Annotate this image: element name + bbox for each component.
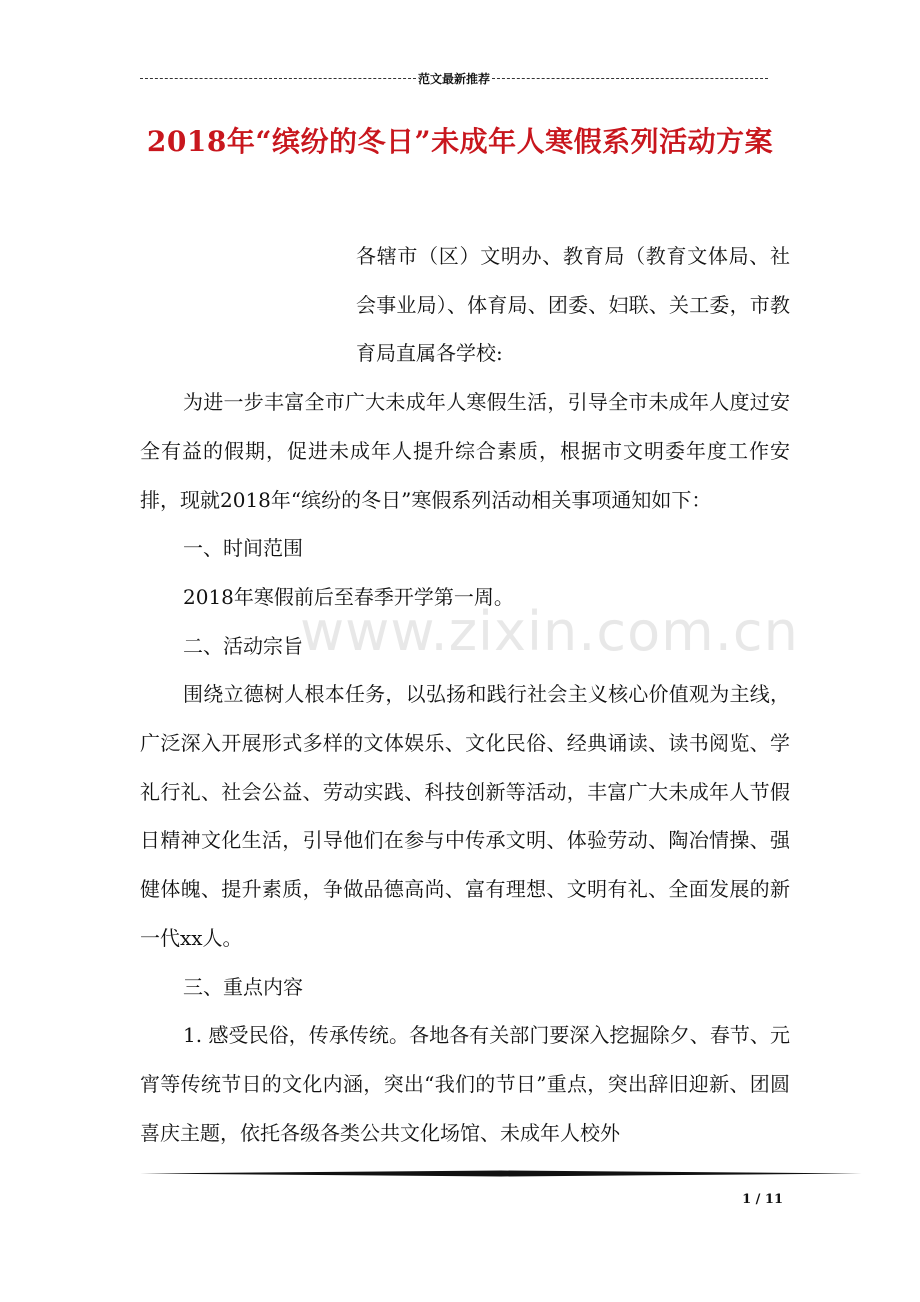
footer-rule-shape (140, 1170, 862, 1177)
section3-item1: 1. 感受民俗，传承传统。各地各有关部门要深入挖掘除夕、春节、元宵等传统节日的文化内涵，突出“我们的节日”重点，突出辞旧迎新、团圆喜庆主题，依托各级各类公共文化场馆、未成年人校外 (140, 1023, 790, 1145)
section3-heading: 三、重点内容 (183, 974, 303, 999)
watermark: www.zixin.com.cn (300, 600, 799, 663)
header-label: 范文最新推荐 (418, 71, 491, 86)
document-title: 2018年“缤纷的冬日”未成年人寒假系列活动方案 (146, 125, 774, 158)
page-number: 1 / 11 (742, 1192, 783, 1207)
document-body (140, 232, 790, 1157)
intro-paragraph: 为进一步丰富全市广大未成年人寒假生活，引导全市未成年人度过安全有益的假期，促进未成年人提升综合素质，根据市文明委年度工作安排，现就2018年“缤纷的冬日”寒假系列活动相关事项通知如下： (140, 390, 790, 512)
header-dash-left (140, 78, 416, 79)
section2-heading: 二、活动宗旨 (183, 633, 303, 658)
header-dash-right (492, 78, 768, 79)
addressee-paragraph: 各辖市（区）文明办、教育局（教育文体局、社会事业局）、体育局、团委、妇联、关工委，市教育局直属各学校: (356, 244, 790, 366)
section1-body: 2018年寒假前后至春季开学第一周。 (183, 584, 514, 609)
section2-body: 围绕立德树人根本任务，以弘扬和践行社会主义核心价值观为主线，广泛深入开展形式多样的文体娱乐、文化民俗、经典诵读、读书阅览、学礼行礼、社会公益、劳动实践、科技创新等活动，丰富广大未成年人节假日精神文化生活，引导他们在参与中传承文明、体验劳动、陶冶情操、强健体魄、提升素质，争做品德高尚、富有理想、文明有礼、全面发展的新一代xx人。 (140, 682, 790, 950)
page-header (140, 70, 768, 86)
footer-rule (140, 1170, 862, 1177)
section1-heading: 一、时间范围 (183, 536, 303, 561)
